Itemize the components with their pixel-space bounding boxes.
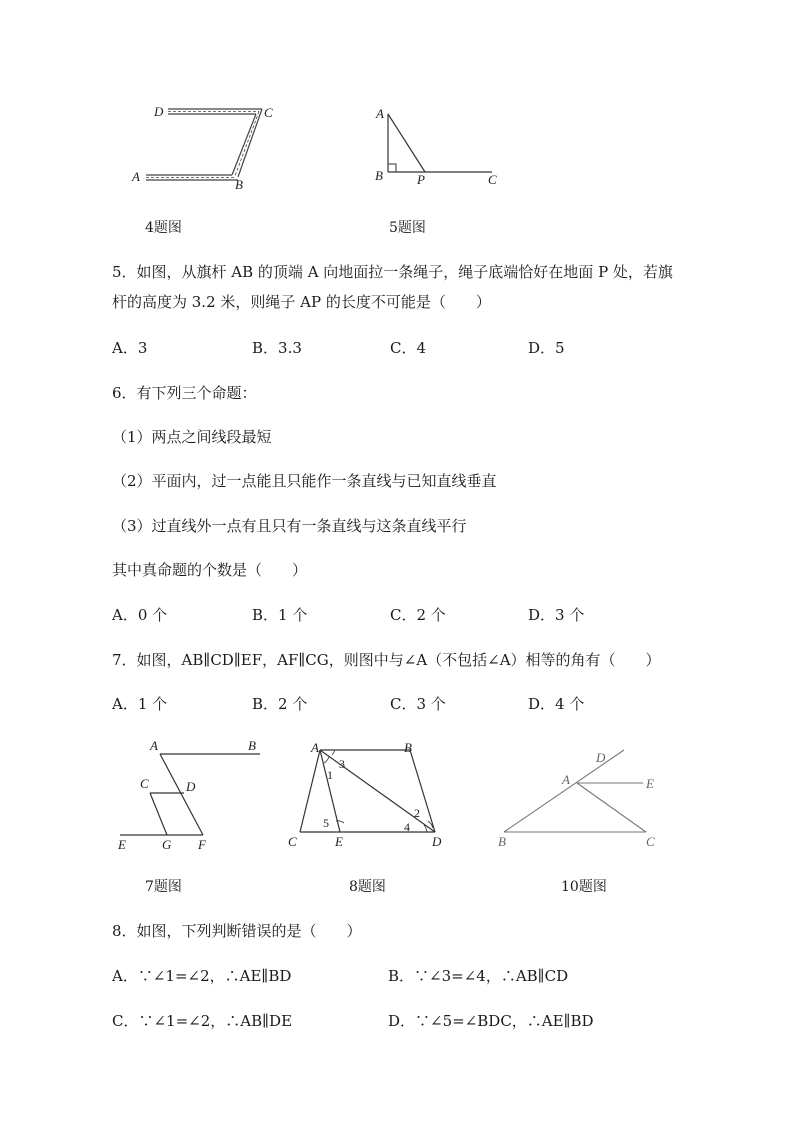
label-E: E (646, 776, 654, 791)
figure-7-caption: 7题图 (145, 879, 182, 895)
q6-option-d: D．3 个 (528, 606, 585, 624)
label-G: G (162, 837, 172, 852)
label-F: F (198, 837, 206, 852)
q6-option-a: A．0 个 (112, 606, 168, 624)
label-A: A (562, 772, 570, 787)
angle-label-3: 3 (339, 757, 345, 771)
q6-stem: 6．有下列三个命题： (112, 384, 257, 402)
q8-option-d: D．∵∠5=∠BDC，∴AE∥BD (388, 1012, 594, 1030)
q5-line2: 杆的高度为 3.2 米，则绳子 AP 的长度不可能是（ ） (112, 293, 491, 311)
figure-8 (280, 735, 450, 855)
label-E: E (118, 837, 126, 852)
figure-4-diagram (120, 95, 290, 195)
label-D: D (154, 104, 164, 119)
label-E: E (335, 834, 343, 849)
q5-option-a: A．3 (112, 339, 148, 357)
figure-4-caption: 4题图 (145, 220, 182, 236)
q8-option-b: B．∵∠3=∠4，∴AB∥CD (388, 967, 569, 985)
q5-line1: 5．如图，从旗杆 AB 的顶端 A 向地面拉一条绳子，绳子底端恰好在地面 P 处，若旗 (112, 263, 673, 281)
figure-4 (120, 95, 290, 195)
q7-stem: 7．如图，AB∥CD∥EF，AF∥CG，则图中与∠A（不包括∠A）相等的角有（ ） (112, 651, 661, 669)
label-D: D (596, 750, 606, 765)
label-D: D (186, 779, 196, 794)
q6-item-2: （2）平面内，过一点能且只能作一条直线与已知直线垂直 (112, 472, 497, 490)
label-C: C (646, 834, 655, 849)
figure-7-diagram (110, 735, 270, 855)
q6-option-c: C．2 个 (390, 606, 446, 624)
label-B: B (235, 177, 243, 192)
label-A: A (311, 740, 319, 755)
q7-option-b: B．2 个 (252, 695, 308, 713)
figure-10-caption: 10题图 (561, 879, 607, 895)
figure-5-caption: 5题图 (389, 220, 426, 236)
label-P: P (417, 172, 425, 187)
label-D: D (432, 834, 442, 849)
label-B: B (375, 168, 383, 183)
q7-option-d: D．4 个 (528, 695, 585, 713)
q6-item-1: （1）两点之间线段最短 (112, 428, 272, 446)
q8-option-c: C．∵∠1=∠2，∴AB∥DE (112, 1012, 293, 1030)
q7-option-c: C．3 个 (390, 695, 446, 713)
q5-option-d: D．5 (528, 339, 565, 357)
q6-option-b: B．1 个 (252, 606, 308, 624)
angle-label-2: 2 (414, 806, 420, 820)
label-B: B (248, 738, 256, 753)
q5-option-b: B．3.3 (252, 339, 302, 357)
label-B: B (498, 834, 506, 849)
label-C: C (488, 172, 497, 187)
q8-stem: 8．如图，下列判断错误的是（ ） (112, 922, 362, 940)
q6-question: 其中真命题的个数是（ ） (112, 561, 308, 579)
q5-option-c: C．4 (390, 339, 427, 357)
label-B: B (404, 740, 412, 755)
figure-5 (365, 100, 515, 190)
angle-label-1: 1 (327, 768, 333, 782)
figure-8-caption: 8题图 (349, 879, 386, 895)
label-C: C (140, 776, 149, 791)
angle-label-4: 4 (404, 820, 410, 834)
angle-label-5: 5 (323, 816, 329, 830)
figure-7 (110, 735, 270, 855)
figure-8-diagram (280, 735, 450, 855)
figure-10 (488, 740, 668, 855)
q6-item-3: （3）过直线外一点有且只有一条直线与这条直线平行 (112, 517, 467, 535)
label-A: A (132, 169, 140, 184)
q8-option-a: A．∵∠1=∠2，∴AE∥BD (112, 967, 292, 985)
label-C: C (264, 105, 273, 120)
label-A: A (376, 106, 384, 121)
q7-option-a: A．1 个 (112, 695, 168, 713)
label-A: A (150, 738, 158, 753)
figure-5-diagram (365, 100, 515, 190)
figure-10-diagram (488, 740, 668, 855)
label-C: C (288, 834, 297, 849)
